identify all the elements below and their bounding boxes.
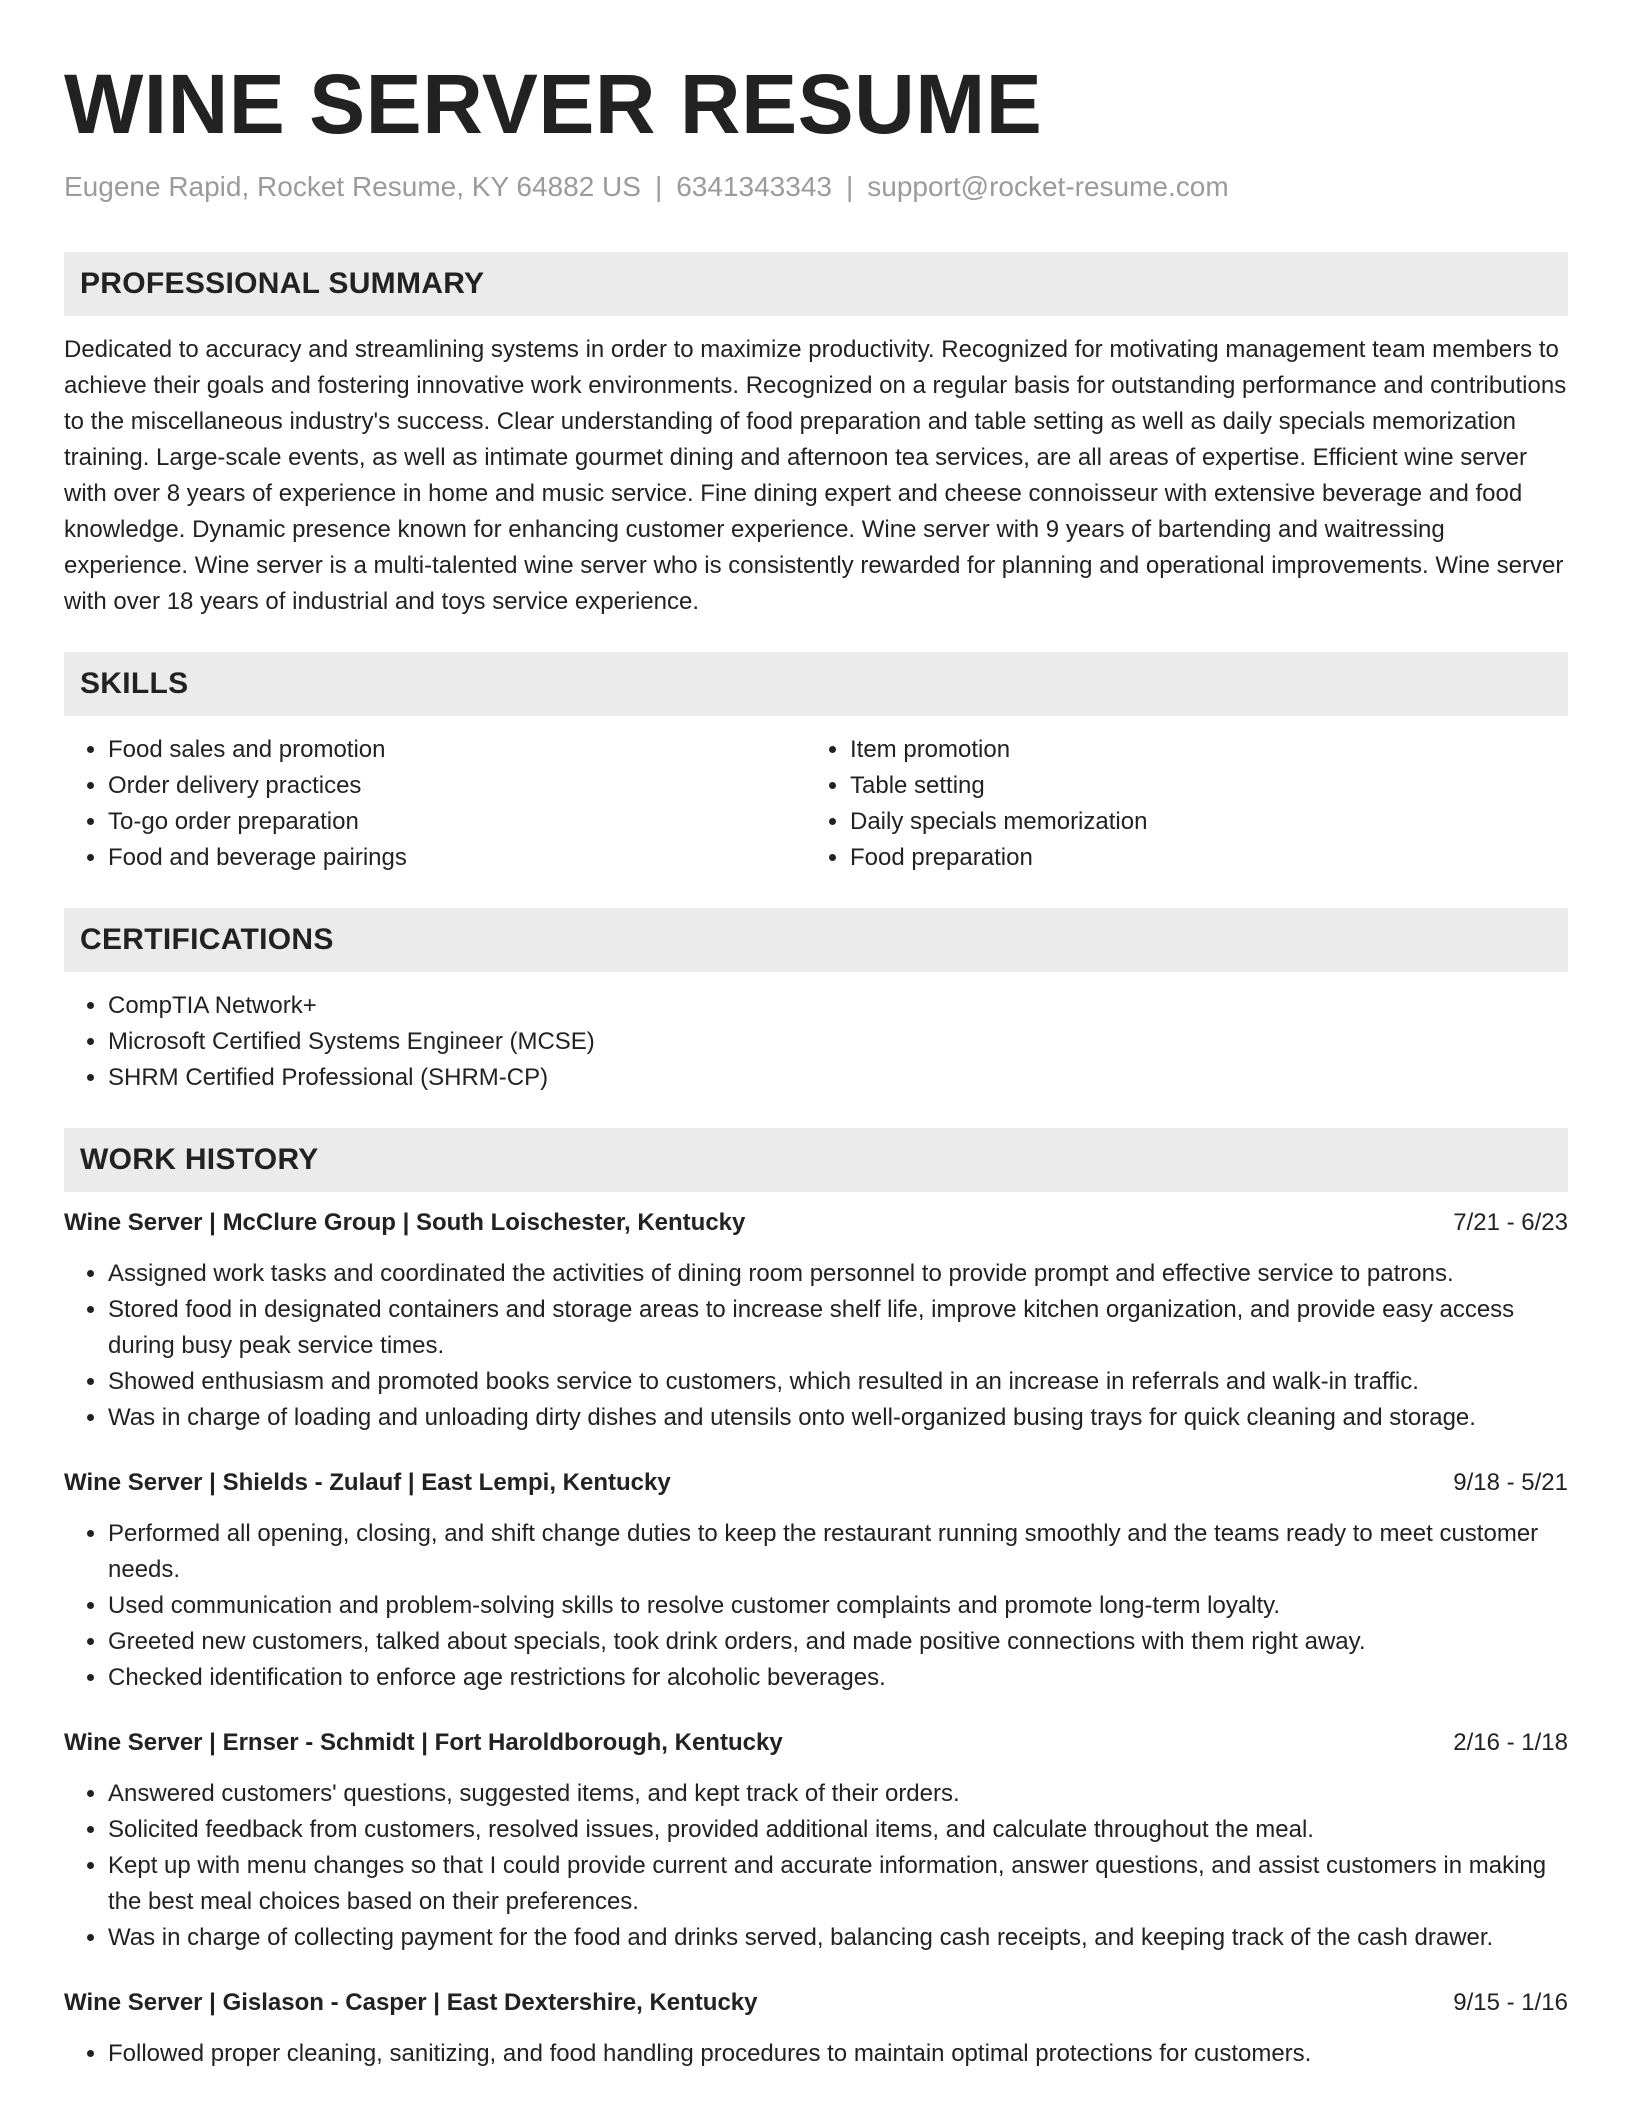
skill-item: • Order delivery practices (108, 768, 806, 804)
skills-column-left (64, 732, 806, 876)
job-duties (64, 1256, 1568, 1436)
job-duty-item: • Assigned work tasks and coordinated the activities of dining room personnel to provide prompt and effective service to patrons. (108, 1256, 1568, 1292)
job-duty-item: • Greeted new customers, talked about specials, took drink orders, and made positive connections with them right away. (108, 1624, 1568, 1660)
skill-item: • To-go order preparation (108, 804, 806, 840)
skill-item: • Daily specials memorization (850, 804, 1548, 840)
job-duty-item: • Stored food in designated containers and storage areas to increase shelf life, improve kitchen organization, and provide easy access during busy peak service times. (108, 1292, 1568, 1364)
skill-item: • Food sales and promotion (108, 732, 806, 768)
contact-separator: | (654, 171, 663, 202)
job-entry (64, 1726, 1568, 1956)
certification-item: • CompTIA Network+ (108, 988, 1568, 1024)
job-title: Wine Server | Shields - Zulauf | East Lempi, Kentucky (64, 1469, 671, 1496)
job-duty-item: • Performed all opening, closing, and shift change duties to keep the restaurant running smoothly and the teams ready to meet customer needs. (108, 1516, 1568, 1588)
contact-line (64, 170, 1568, 204)
job-dates: 9/15 - 1/16 (1453, 1989, 1568, 2016)
contact-email: support@rocket-resume.com (867, 171, 1229, 202)
skills-column-right (806, 732, 1548, 876)
skill-item: • Food and beverage pairings (108, 840, 806, 876)
job-duties (64, 1516, 1568, 1696)
job-header (64, 1726, 1568, 1760)
job-entry (64, 1466, 1568, 1696)
job-dates: 2/16 - 1/18 (1453, 1729, 1568, 1756)
job-header (64, 1466, 1568, 1500)
job-duty-item: • Answered customers' questions, suggested items, and kept track of their orders. (108, 1776, 1568, 1812)
work-history-heading: WORK HISTORY (64, 1128, 1568, 1192)
job-dates: 9/18 - 5/21 (1453, 1469, 1568, 1496)
job-duty-item: • Was in charge of loading and unloading dirty dishes and utensils onto well-organized busing trays for quick cleaning and storage. (108, 1400, 1568, 1436)
certification-item: • SHRM Certified Professional (SHRM-CP) (108, 1060, 1568, 1096)
job-entry (64, 1986, 1568, 2072)
contact-phone: 6341343343 (676, 171, 832, 202)
certifications-list (64, 988, 1568, 1096)
skill-item: • Table setting (850, 768, 1548, 804)
job-entry (64, 1206, 1568, 1436)
job-duty-item: • Was in charge of collecting payment for the food and drinks served, balancing cash receipts, and keeping track of the cash drawer. (108, 1920, 1568, 1956)
job-duty-item: • Solicited feedback from customers, resolved issues, provided additional items, and calculate throughout the meal. (108, 1812, 1568, 1848)
job-duties (64, 2036, 1568, 2072)
skill-item: • Item promotion (850, 732, 1548, 768)
job-title: Wine Server | McClure Group | South Loischester, Kentucky (64, 1209, 746, 1236)
job-header (64, 1986, 1568, 2020)
job-duty-item: • Showed enthusiasm and promoted books service to customers, which resulted in an increase in referrals and walk-in traffic. (108, 1364, 1568, 1400)
resume-title: WINE SERVER RESUME (64, 57, 1043, 151)
skills-heading: SKILLS (64, 652, 1568, 716)
summary-heading: PROFESSIONAL SUMMARY (64, 252, 1568, 316)
job-duties (64, 1776, 1568, 1956)
job-duty-item: • Checked identification to enforce age restrictions for alcoholic beverages. (108, 1660, 1568, 1696)
skill-item: • Food preparation (850, 840, 1548, 876)
job-dates: 7/21 - 6/23 (1453, 1209, 1568, 1236)
job-duty-item: • Followed proper cleaning, sanitizing, and food handling procedures to maintain optimal protections for customers. (108, 2036, 1568, 2072)
job-title: Wine Server | Ernser - Schmidt | Fort Haroldborough, Kentucky (64, 1729, 783, 1756)
contact-address: Eugene Rapid, Rocket Resume, KY 64882 US (64, 171, 641, 202)
job-header (64, 1206, 1568, 1240)
job-title: Wine Server | Gislason - Casper | East Dextershire, Kentucky (64, 1989, 758, 2016)
contact-separator: | (845, 171, 854, 202)
certification-item: • Microsoft Certified Systems Engineer (MCSE) (108, 1024, 1568, 1060)
job-duty-item: • Used communication and problem-solving skills to resolve customer complaints and promote long-term loyalty. (108, 1588, 1568, 1624)
job-duty-item: • Kept up with menu changes so that I could provide current and accurate information, answer questions, and assist customers in making the best meal choices based on their preferences. (108, 1848, 1568, 1920)
summary-text: Dedicated to accuracy and streamlining systems in order to maximize productivity. Recognized for motivating management team members to achieve their goals and fostering innovative work environments. Recognized on a regular basis for outstanding performance and contributions to the miscellaneous industry's success. Clear understanding of food preparation and table setting as well as daily specials memorization training. Large-scale events, as well as intimate gourmet dining and afternoon tea services, are all areas of expertise. Efficient wine server with over 8 years of experience in home and music service. Fine dining expert and cheese connoisseur with extensive beverage and food knowledge. Dynamic presence known for enhancing customer experience. Wine server with 9 years of bartending and waitressing experience. Wine server is a multi-talented wine server who is consistently rewarded for planning and operational improvements. Wine server with over 18 years of industrial and toys service experience. (64, 336, 1567, 615)
resume-page (64, 56, 1568, 2072)
certifications-heading: CERTIFICATIONS (64, 908, 1568, 972)
skills-list (64, 732, 1568, 876)
